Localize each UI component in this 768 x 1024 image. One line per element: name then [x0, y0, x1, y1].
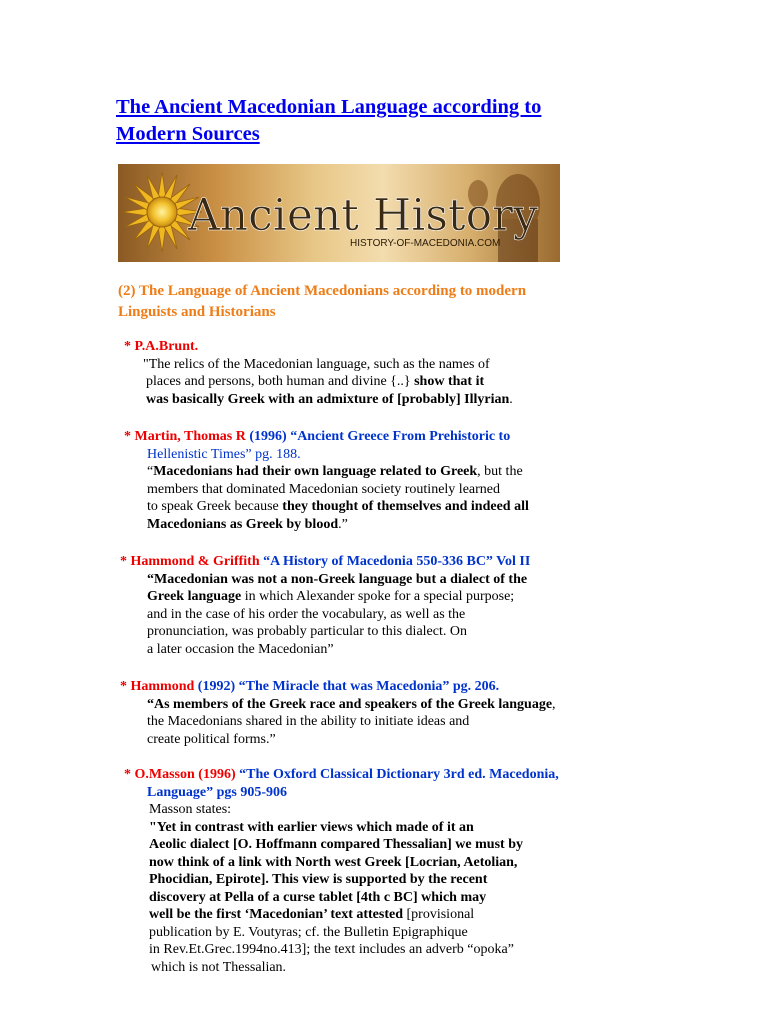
quote-line: pronunciation, was probably particular to this dialect. On — [147, 624, 467, 639]
quote-line: publication by E. Voutyras; cf. the Bulletin Epigraphique — [149, 924, 468, 940]
quote-bold-text: Macedonians had their own language related to Greek — [153, 464, 478, 479]
quote-line — [124, 836, 559, 854]
quote-bold-text: show that it — [414, 374, 485, 389]
citation-work: “The Miracle that was Macedonia” pg. 206. — [235, 679, 500, 694]
quote-text: “ — [147, 464, 154, 479]
quote-line: the Macedonians shared in the ability to initiate ideas and — [147, 714, 470, 729]
citation-header — [124, 428, 529, 446]
quote-line: and in the case of his order the vocabulary, as well as the — [147, 606, 466, 622]
citation-author: * Hammond — [120, 679, 195, 694]
quote-bold-text: Phocidian, Epirote]. This view is supported by the recent — [149, 872, 488, 887]
citation-brunt — [124, 338, 513, 408]
quote-line — [124, 373, 513, 391]
citation-year: (1992) — [194, 679, 236, 694]
banner-logo-text: Ancient History — [188, 190, 538, 241]
quote-bold-text: was basically Greek with an admixture of [probably] Illyrian — [146, 391, 510, 407]
quote-bold-text: Aeolic dialect [O. Hoffmann compared Thessalian] we must by — [149, 837, 523, 852]
quote-line — [124, 391, 513, 409]
citation-hammond-griffith — [120, 553, 530, 658]
citation-author: * O.Masson — [124, 767, 195, 782]
section-heading-line-2: Linguists and Historians — [118, 304, 276, 320]
citation-year: (1996) — [194, 767, 236, 782]
quote-bold-text: they thought of themselves and indeed all — [282, 499, 529, 514]
quote-line — [124, 463, 529, 481]
quote-text: , but the — [477, 464, 523, 479]
citation-author: * P.A.Brunt. — [124, 339, 199, 354]
quote-line — [124, 854, 559, 872]
quote-line — [124, 516, 529, 534]
quote-line — [120, 588, 530, 606]
quote-text: to speak Greek because — [147, 499, 283, 514]
quote-line — [124, 871, 559, 889]
quote-intro: Masson states: — [149, 802, 232, 817]
citation-header — [124, 766, 559, 784]
quote-bold-text: Macedonians as Greek by blood — [147, 516, 339, 532]
ancient-history-banner — [118, 164, 560, 262]
banner-site-url: HISTORY-OF-MACEDONIA.COM — [350, 238, 501, 249]
page-title-link[interactable] — [116, 94, 676, 148]
citation-hammond — [120, 678, 556, 748]
quote-line — [120, 696, 556, 714]
citation-header — [120, 553, 530, 571]
quote-line: which is not Thessalian. — [151, 959, 287, 975]
citation-header — [120, 678, 556, 696]
quote-bold-text: "Yet in contrast with earlier views which made of it an — [149, 819, 474, 835]
quote-bold-text: discovery at Pella of a curse tablet [4th c BC] which may — [149, 889, 487, 905]
quote-line — [124, 819, 559, 837]
quote-text: . — [509, 391, 513, 407]
citation-masson — [124, 766, 559, 976]
section-heading — [118, 281, 618, 323]
quote-text: .” — [338, 516, 348, 532]
quote-bold-text: “As members of the Greek race and speakers of the Greek language — [147, 696, 553, 712]
quote-line — [124, 498, 529, 516]
banner-artwork — [118, 164, 560, 262]
citation-martin — [124, 428, 529, 533]
citation-work: “A History of Macedonia 550-336 BC” Vol II — [259, 554, 531, 569]
quote-line — [120, 571, 530, 589]
citation-work: “Ancient Greece From Prehistoric to — [290, 429, 511, 444]
quote-bold-text: Greek language — [147, 589, 242, 604]
citation-work: Hellenistic Times” pg. 188. — [147, 446, 301, 462]
citation-work: Language” pgs 905-906 — [147, 784, 288, 800]
quote-bold-text: well be the first ‘Macedonian’ text attested — [149, 907, 404, 922]
citation-year: (1996) — [245, 429, 291, 444]
quote-line: in Rev.Et.Grec.1994no.413]; the text includes an adverb “opoka” — [149, 942, 514, 957]
quote-text: [provisional — [403, 907, 475, 922]
title-line-2[interactable]: Modern Sources — [116, 123, 260, 145]
citation-work: “The Oxford Classical Dictionary 3rd ed. Macedonia, — [235, 767, 559, 782]
quote-line: "The relics of the Macedonian language, such as the names of — [143, 356, 490, 372]
section-heading-line-1: (2) The Language of Ancient Macedonians according to modern — [118, 283, 527, 299]
quote-text: places and persons, both human and divine {..} — [146, 374, 415, 389]
quote-bold-text: now think of a link with North west Greek [Locrian, Aetolian, — [149, 854, 518, 870]
quote-line — [124, 906, 559, 924]
citation-author: * Martin, Thomas R — [124, 429, 246, 444]
quote-line: create political forms.” — [147, 731, 276, 747]
quote-line — [124, 889, 559, 907]
quote-line: a later occasion the Macedonian” — [147, 641, 334, 657]
quote-text: , — [552, 696, 556, 712]
quote-text: in which Alexander spoke for a special purpose; — [241, 589, 515, 604]
title-line-1[interactable]: The Ancient Macedonian Language according to — [116, 96, 542, 118]
citation-author: * Hammond & Griffith — [120, 554, 260, 569]
quote-bold-text: “Macedonian was not a non-Greek language but a dialect of the — [147, 571, 528, 587]
quote-line: members that dominated Macedonian society routinely learned — [147, 481, 500, 497]
